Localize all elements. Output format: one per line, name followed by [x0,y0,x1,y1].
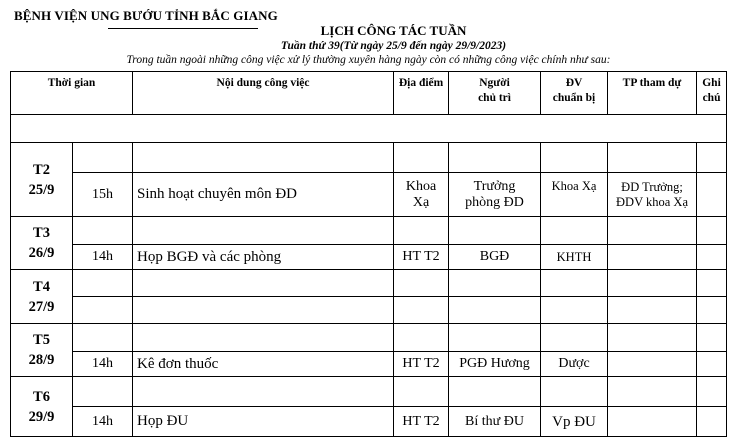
content-cell: Sinh hoạt chuyên môn ĐD [133,173,394,217]
attend-cell [608,407,697,437]
col-prep-line1: ĐV [565,77,583,89]
time-cell: 15h [73,173,133,217]
content-cell: Kê đơn thuốc [133,352,394,377]
spacer-row [11,115,727,143]
prep-cell: Vp ĐU [541,407,608,437]
attend-cell [608,297,697,324]
day-label: T4 [33,278,50,295]
week-range: Tuần thứ 39(Từ ngày 25/9 đến ngày 29/9/2023) [280,40,507,52]
day-date: 27/9 [28,298,55,315]
col-host-line1: Người [479,77,510,89]
day-label: T6 [33,388,50,405]
col-prep [541,72,608,115]
note-cell [697,407,727,437]
host-cell: PGĐ Hương [449,352,541,377]
hospital-name: BỆNH VIỆN UNG BƯỚU TỈNH BẮC GIANG [14,8,278,23]
day-cell-t5 [11,324,73,377]
day-cell-t2 [11,143,73,217]
attend-line1: ĐD Trưởng; [621,179,683,194]
attend-cell [608,245,697,270]
day-label: T3 [33,225,50,241]
content-cell: Họp BGĐ và các phòng [133,245,394,270]
table-row [11,173,727,217]
day-date: 26/9 [28,245,55,261]
day-date: 29/9 [28,408,55,425]
place-cell [394,173,449,217]
host-cell [449,173,541,217]
time-cell: 14h [73,407,133,437]
col-time: Thời gian [11,72,133,115]
place-line1: Khoa [405,178,437,194]
col-host [449,72,541,115]
place-cell: HT T2 [394,245,449,270]
table-row [11,297,727,324]
day-cell-t4 [11,270,73,324]
schedule-table [10,71,727,437]
place-cell: HT T2 [394,352,449,377]
col-place: Địa điểm [394,72,449,115]
place-cell [394,297,449,324]
time-cell: 14h [73,352,133,377]
day-cell-t3 [11,217,73,270]
document-title: LỊCH CÔNG TÁC TUẦN [320,23,467,38]
day-date: 25/9 [28,181,55,198]
prep-cell: Dược [541,352,608,377]
header-row [11,72,727,115]
table-row [11,324,727,352]
intro-text: Trong tuần ngoài những công việc xử lý thường xuyên hàng ngày còn có những công việc chính như sau: [126,54,611,66]
col-content: Nội dung công việc [133,72,394,115]
place-cell: HT T2 [394,407,449,437]
host-cell: Bí thư ĐU [449,407,541,437]
attend-line2: ĐDV khoa Xạ [616,194,688,209]
table-row [11,377,727,407]
day-cell-t6 [11,377,73,437]
host-cell: BGĐ [449,245,541,270]
note-cell [697,297,727,324]
host-line1: Trưởng [473,178,516,194]
day-date: 28/9 [28,352,55,368]
prep-cell [541,297,608,324]
day-label: T2 [33,161,50,178]
col-host-line2: chủ trì [478,92,511,104]
prep-cell: KHTH [541,245,608,270]
note-cell [697,245,727,270]
attend-cell [608,173,697,217]
attend-cell [608,352,697,377]
col-note-line1: Ghi [702,77,721,89]
place-line2: Xạ [412,194,430,210]
time-cell [73,297,133,324]
note-cell [697,173,727,217]
day-label: T5 [33,332,50,348]
note-cell [697,352,727,377]
table-row [11,143,727,173]
table-row [11,407,727,437]
host-cell [449,297,541,324]
table-row [11,352,727,377]
col-note [697,72,727,115]
col-attend: TP tham dự [608,72,697,115]
time-cell: 14h [73,245,133,270]
table-row [11,217,727,245]
table-row [11,245,727,270]
content-cell: Họp ĐU [133,407,394,437]
col-note-line2: chú [702,92,721,104]
table-row [11,270,727,297]
col-prep-line2: chuẩn bị [552,92,596,104]
content-cell [133,297,394,324]
prep-cell: Khoa Xạ [541,173,608,217]
host-line2: phòng ĐD [465,194,524,210]
